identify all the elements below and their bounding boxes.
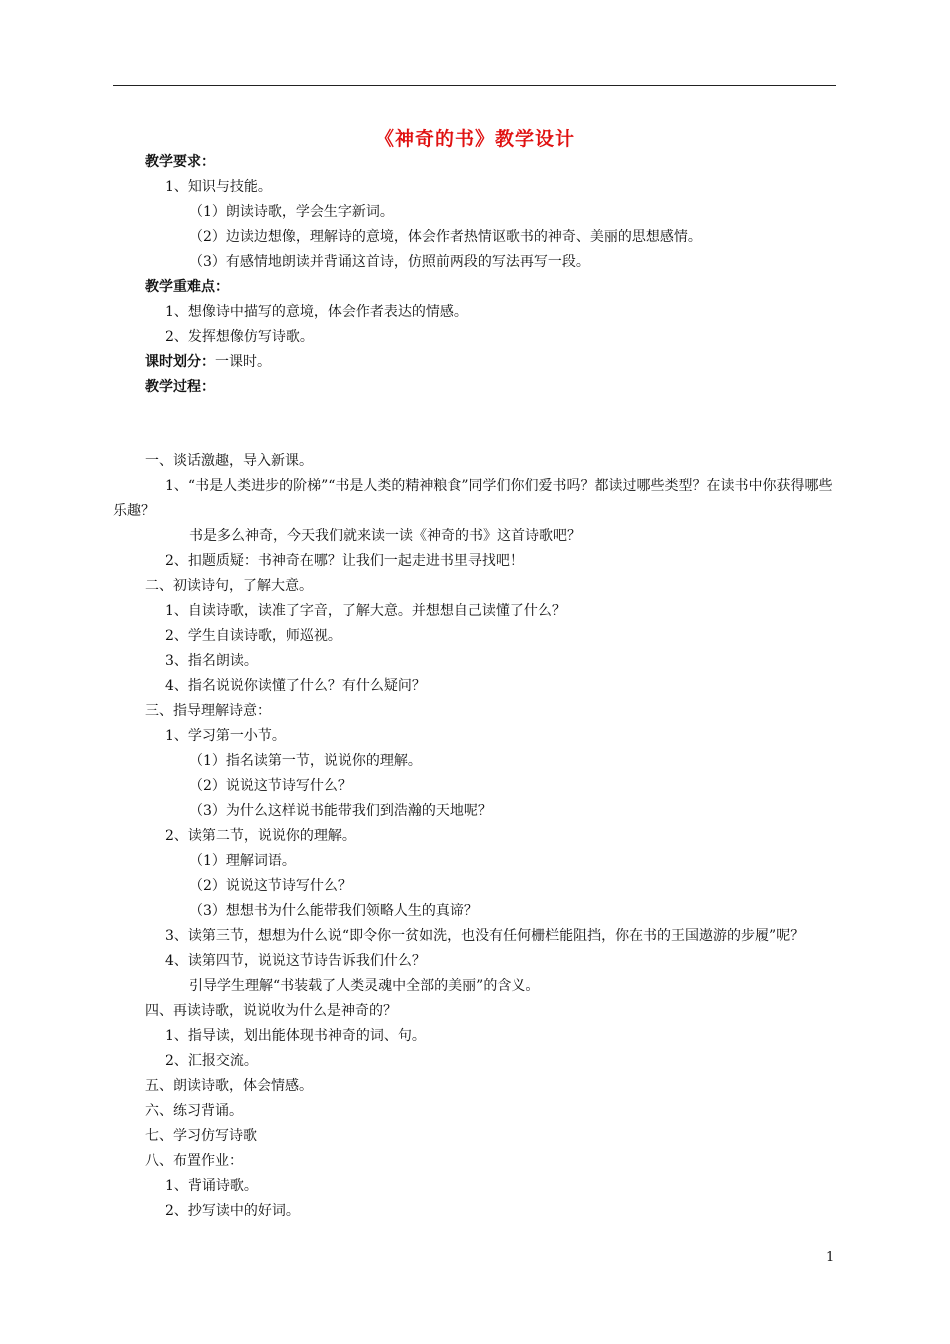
process-item: 2、学生自读诗歌，师巡视。 xyxy=(165,628,342,644)
class-time-label: 课时划分： xyxy=(145,354,215,370)
process-item: 2、读第二节，说说你的理解。 xyxy=(165,828,356,844)
process-step: 二、初读诗句，了解大意。 xyxy=(145,578,313,594)
key-point-item: 2、发挥想像仿写诗歌。 xyxy=(165,329,314,345)
process-item: 书是多么神奇，今天我们就来读一读《神奇的书》这首诗歌吧？ xyxy=(189,528,581,544)
process-item: 引导学生理解“书装载了人类灵魂中全部的美丽”的含义。 xyxy=(189,978,540,994)
process-step: 三、指导理解诗意： xyxy=(145,703,271,719)
process-step: 六、练习背诵。 xyxy=(145,1103,243,1119)
key-point-item: 1、想像诗中描写的意境，体会作者表达的情感。 xyxy=(165,304,468,320)
process-item: 1、“书是人类进步的阶梯”“书是人类的精神粮食”同学们你们爱书吗？都读过哪些类型？在读书中你获得哪些乐趣？ xyxy=(113,478,833,519)
process-step: 四、再读诗歌，说说收为什么是神奇的？ xyxy=(145,1003,397,1019)
requirement-subitem: （3）有感情地朗读并背诵这首诗，仿照前两段的写法再写一段。 xyxy=(189,254,590,270)
process-item: 1、背诵诗歌。 xyxy=(165,1178,258,1194)
spacer xyxy=(113,400,839,449)
process-item: 3、指名朗读。 xyxy=(165,653,258,669)
process-item: 4、读第四节，说说这节诗告诉我们什么？ xyxy=(165,953,426,969)
process-item: 2、汇报交流。 xyxy=(165,1053,258,1069)
requirement-subitem: （1）朗读诗歌，学会生字新词。 xyxy=(189,204,394,220)
process-subitem: （1）理解词语。 xyxy=(189,853,296,869)
process-item: 2、扣题质疑：书神奇在哪？让我们一起走进书里寻找吧！ xyxy=(165,553,524,569)
class-time xyxy=(113,350,839,375)
process-step: 七、学习仿写诗歌 xyxy=(145,1128,257,1144)
process-subitem: （1）指名读第一节，说说你的理解。 xyxy=(189,753,422,769)
key-points-heading: 教学重难点： xyxy=(145,279,229,295)
requirements-heading: 教学要求： xyxy=(145,154,215,170)
process-item: 3、读第三节，想想为什么说“即令你一贫如洗，也没有任何栅栏能阻挡，你在书的王国遨游的步履”呢？ xyxy=(165,928,805,944)
document-body xyxy=(113,150,839,1224)
header-rule xyxy=(113,85,836,86)
process-item: 2、抄写读中的好词。 xyxy=(165,1203,300,1219)
requirement-subitem: （2）边读边想像，理解诗的意境，体会作者热情讴歌书的神奇、美丽的思想感情。 xyxy=(189,229,702,245)
process-item: 1、指导读，划出能体现书神奇的词、句。 xyxy=(165,1028,426,1044)
class-time-value: 一课时。 xyxy=(215,354,271,370)
requirement-item: 1、知识与技能。 xyxy=(165,179,272,195)
process-subitem: （2）说说这节诗写什么？ xyxy=(189,878,352,894)
process-subitem: （2）说说这节诗写什么？ xyxy=(189,778,352,794)
process-subitem: （3）为什么这样说书能带我们到浩瀚的天地呢？ xyxy=(189,803,492,819)
process-step: 五、朗读诗歌，体会情感。 xyxy=(145,1078,313,1094)
document-title: 《神奇的书》教学设计 xyxy=(374,128,575,150)
process-step: 八、布置作业： xyxy=(145,1153,243,1169)
process-step: 一、谈话激趣，导入新课。 xyxy=(145,453,313,469)
process-item: 4、指名说说你读懂了什么？有什么疑问？ xyxy=(165,678,426,694)
process-item: 1、学习第一小节。 xyxy=(165,728,286,744)
process-heading: 教学过程： xyxy=(145,379,215,395)
process-subitem: （3）想想书为什么能带我们领略人生的真谛？ xyxy=(189,903,478,919)
process-item: 1、自读诗歌，读准了字音，了解大意。并想想自己读懂了什么？ xyxy=(165,603,566,619)
page-number: 1 xyxy=(826,1250,835,1265)
